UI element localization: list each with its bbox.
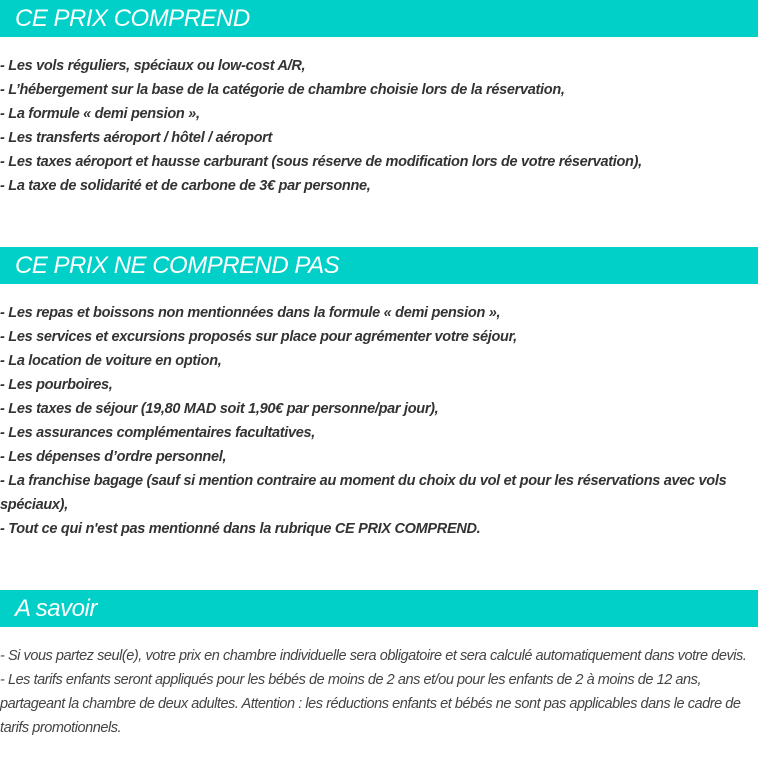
a-savoir-list bbox=[0, 644, 758, 740]
list-item: - La formule « demi pension », bbox=[0, 106, 200, 122]
section-header-not-included bbox=[0, 247, 758, 284]
list-item: - Les tarifs enfants seront appliqués pour les bébés de moins de 2 ans et/ou pour les enfants de 2 à moins de 12 ans, partageant la chambre de deux adultes. Attention : les réductions enfants et bébés ne sont pas applicables dans le cadre de tarifs promotionnels. bbox=[0, 672, 741, 736]
list-item: - Les dépenses d’ordre personnel, bbox=[0, 449, 227, 465]
list-item: - Les services et excursions proposés sur place pour agrémenter votre séjour, bbox=[0, 329, 517, 345]
list-item: - Les repas et boissons non mentionnées dans la formule « demi pension », bbox=[0, 305, 501, 321]
section-header-a-savoir bbox=[0, 590, 758, 627]
section-header-included bbox=[0, 0, 758, 37]
list-item: - Les taxes de séjour (19,80 MAD soit 1,90€ par personne/par jour), bbox=[0, 401, 439, 417]
list-item: - Les taxes aéroport et hausse carburant (sous réserve de modification lors de votre réservation), bbox=[0, 154, 642, 170]
list-item: - La franchise bagage (sauf si mention contraire au moment du choix du vol et pour les réservations avec vols spéciaux), bbox=[0, 473, 727, 513]
list-item: - Si vous partez seul(e), votre prix en chambre individuelle sera obligatoire et sera calculé automatiquement dans votre devis. bbox=[0, 648, 747, 664]
included-list bbox=[0, 54, 758, 198]
list-item: - Les assurances complémentaires facultatives, bbox=[0, 425, 316, 441]
list-item: - La location de voiture en option, bbox=[0, 353, 222, 369]
section-title: A savoir bbox=[15, 595, 97, 622]
section-title: CE PRIX NE COMPREND PAS bbox=[15, 252, 340, 279]
list-item: - Les pourboires, bbox=[0, 377, 113, 393]
list-item: - L’hébergement sur la base de la catégorie de chambre choisie lors de la réservation, bbox=[0, 82, 565, 98]
list-item: - La taxe de solidarité et de carbone de 3€ par personne, bbox=[0, 178, 371, 194]
list-item: - Les vols réguliers, spéciaux ou low-cost A/R, bbox=[0, 58, 306, 74]
list-item: - Tout ce qui n'est pas mentionné dans la rubrique CE PRIX COMPREND. bbox=[0, 521, 481, 537]
not-included-list bbox=[0, 301, 758, 541]
list-item: - Les transferts aéroport / hôtel / aéroport bbox=[0, 130, 273, 146]
section-title: CE PRIX COMPREND bbox=[15, 5, 250, 32]
